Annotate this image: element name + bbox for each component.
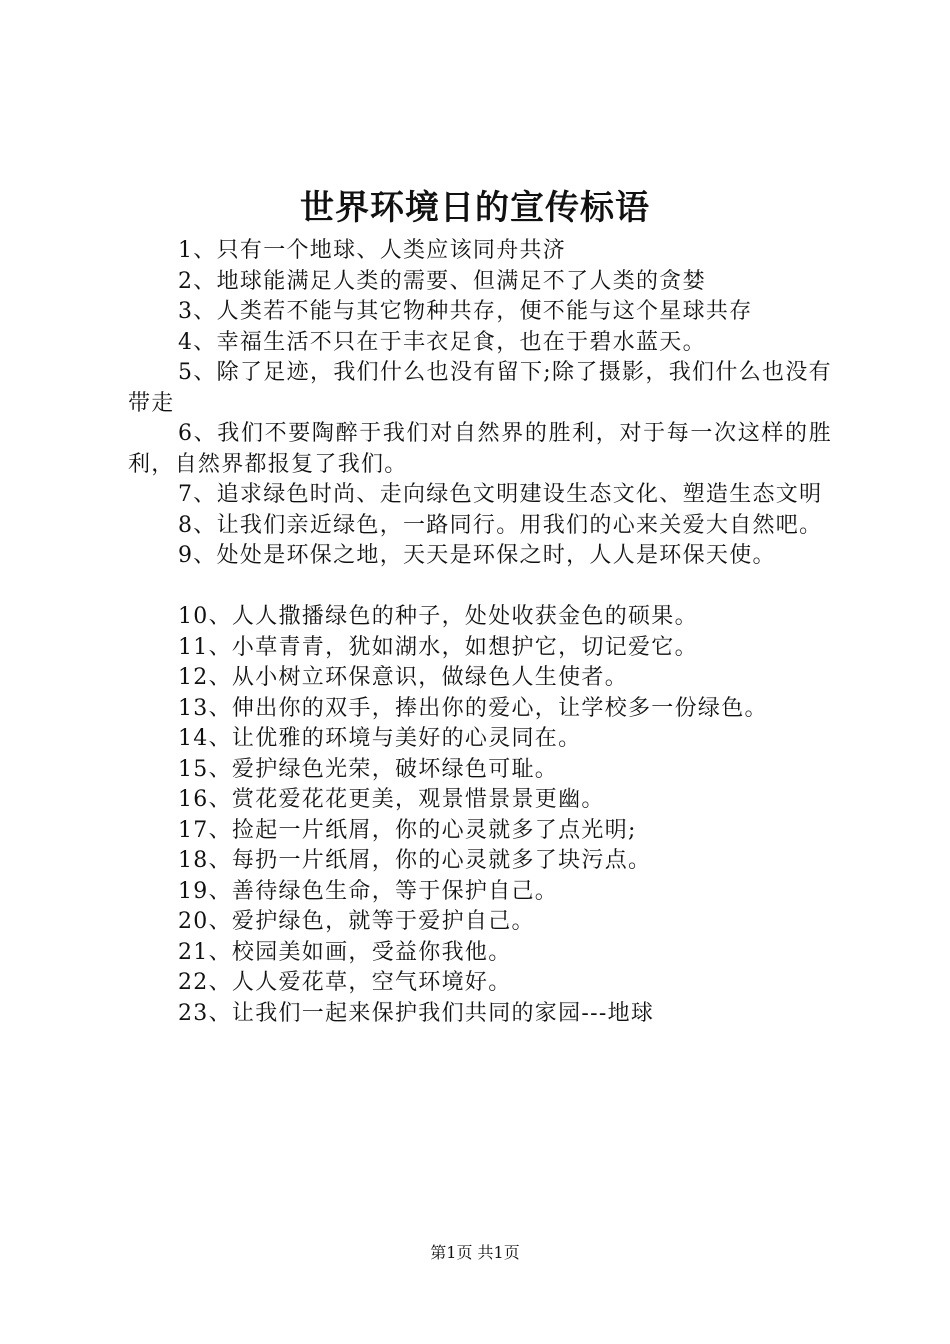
list-item: 5、除了足迹，我们什么也没有留下;除了摄影，我们什么也没有带走 xyxy=(128,360,832,416)
list-item: 8、让我们亲近绿色，一路同行。用我们的心来关爱大自然吧。 xyxy=(178,512,823,538)
list-item: 14、让优雅的环境与美好的心灵同在。 xyxy=(178,726,582,751)
list-item: 3、人类若不能与其它物种共存，便不能与这个星球共存 xyxy=(178,299,753,324)
list-item: 11、小草青青，犹如湖水，如想护它，切记爱它。 xyxy=(178,634,698,660)
list-item: 21、校园美如画，受益你我他。 xyxy=(178,939,512,965)
list-item: 15、爱护绿色光荣，破坏绿色可耻。 xyxy=(178,756,559,782)
list-item: 12、从小树立环保意识，做绿色人生使者。 xyxy=(178,665,628,690)
list-item: 9、处处是环保之地，天天是环保之时，人人是环保天使。 xyxy=(178,543,776,568)
list-item: 1、只有一个地球、人类应该同舟共济 xyxy=(178,238,567,263)
list-item: 22、人人爱花草，空气环境好。 xyxy=(178,970,512,995)
list-item: 4、幸福生活不只在于丰衣足食，也在于碧水蓝天。 xyxy=(178,329,706,355)
list-item: 13、伸出你的双手，捧出你的爱心，让学校多一份绿色。 xyxy=(178,695,768,721)
list-item: 20、爱护绿色，就等于爱护自己。 xyxy=(178,909,535,934)
list-item: 6、我们不要陶醉于我们对自然界的胜利，对于每一次这样的胜利，自然界都报复了我们。 xyxy=(128,421,832,477)
paragraph-gap xyxy=(128,572,832,603)
list-item: 7、追求绿色时尚、走向绿色文明建设生态文化、塑造生态文明 xyxy=(178,482,823,507)
list-item: 2、地球能满足人类的需要、但满足不了人类的贪婪 xyxy=(178,268,706,294)
document-body xyxy=(128,236,832,1029)
list-item: 18、每扔一片纸屑，你的心灵就多了块污点。 xyxy=(178,848,652,873)
page-title: 世界环境日的宣传标语 xyxy=(300,188,650,228)
list-item: 10、人人撒播绿色的种子，处处收获金色的硕果。 xyxy=(178,604,698,629)
list-item: 19、善待绿色生命，等于保护自己。 xyxy=(178,878,559,904)
list-item: 16、赏花爱花花更美，观景惜景景更幽。 xyxy=(178,787,605,812)
page-footer: 第1页 共1页 xyxy=(430,1243,520,1262)
list-item: 23、让我们一起来保护我们共同的家园---地球 xyxy=(178,1000,655,1026)
list-item: 17、捡起一片纸屑，你的心灵就多了点光明; xyxy=(178,817,637,843)
